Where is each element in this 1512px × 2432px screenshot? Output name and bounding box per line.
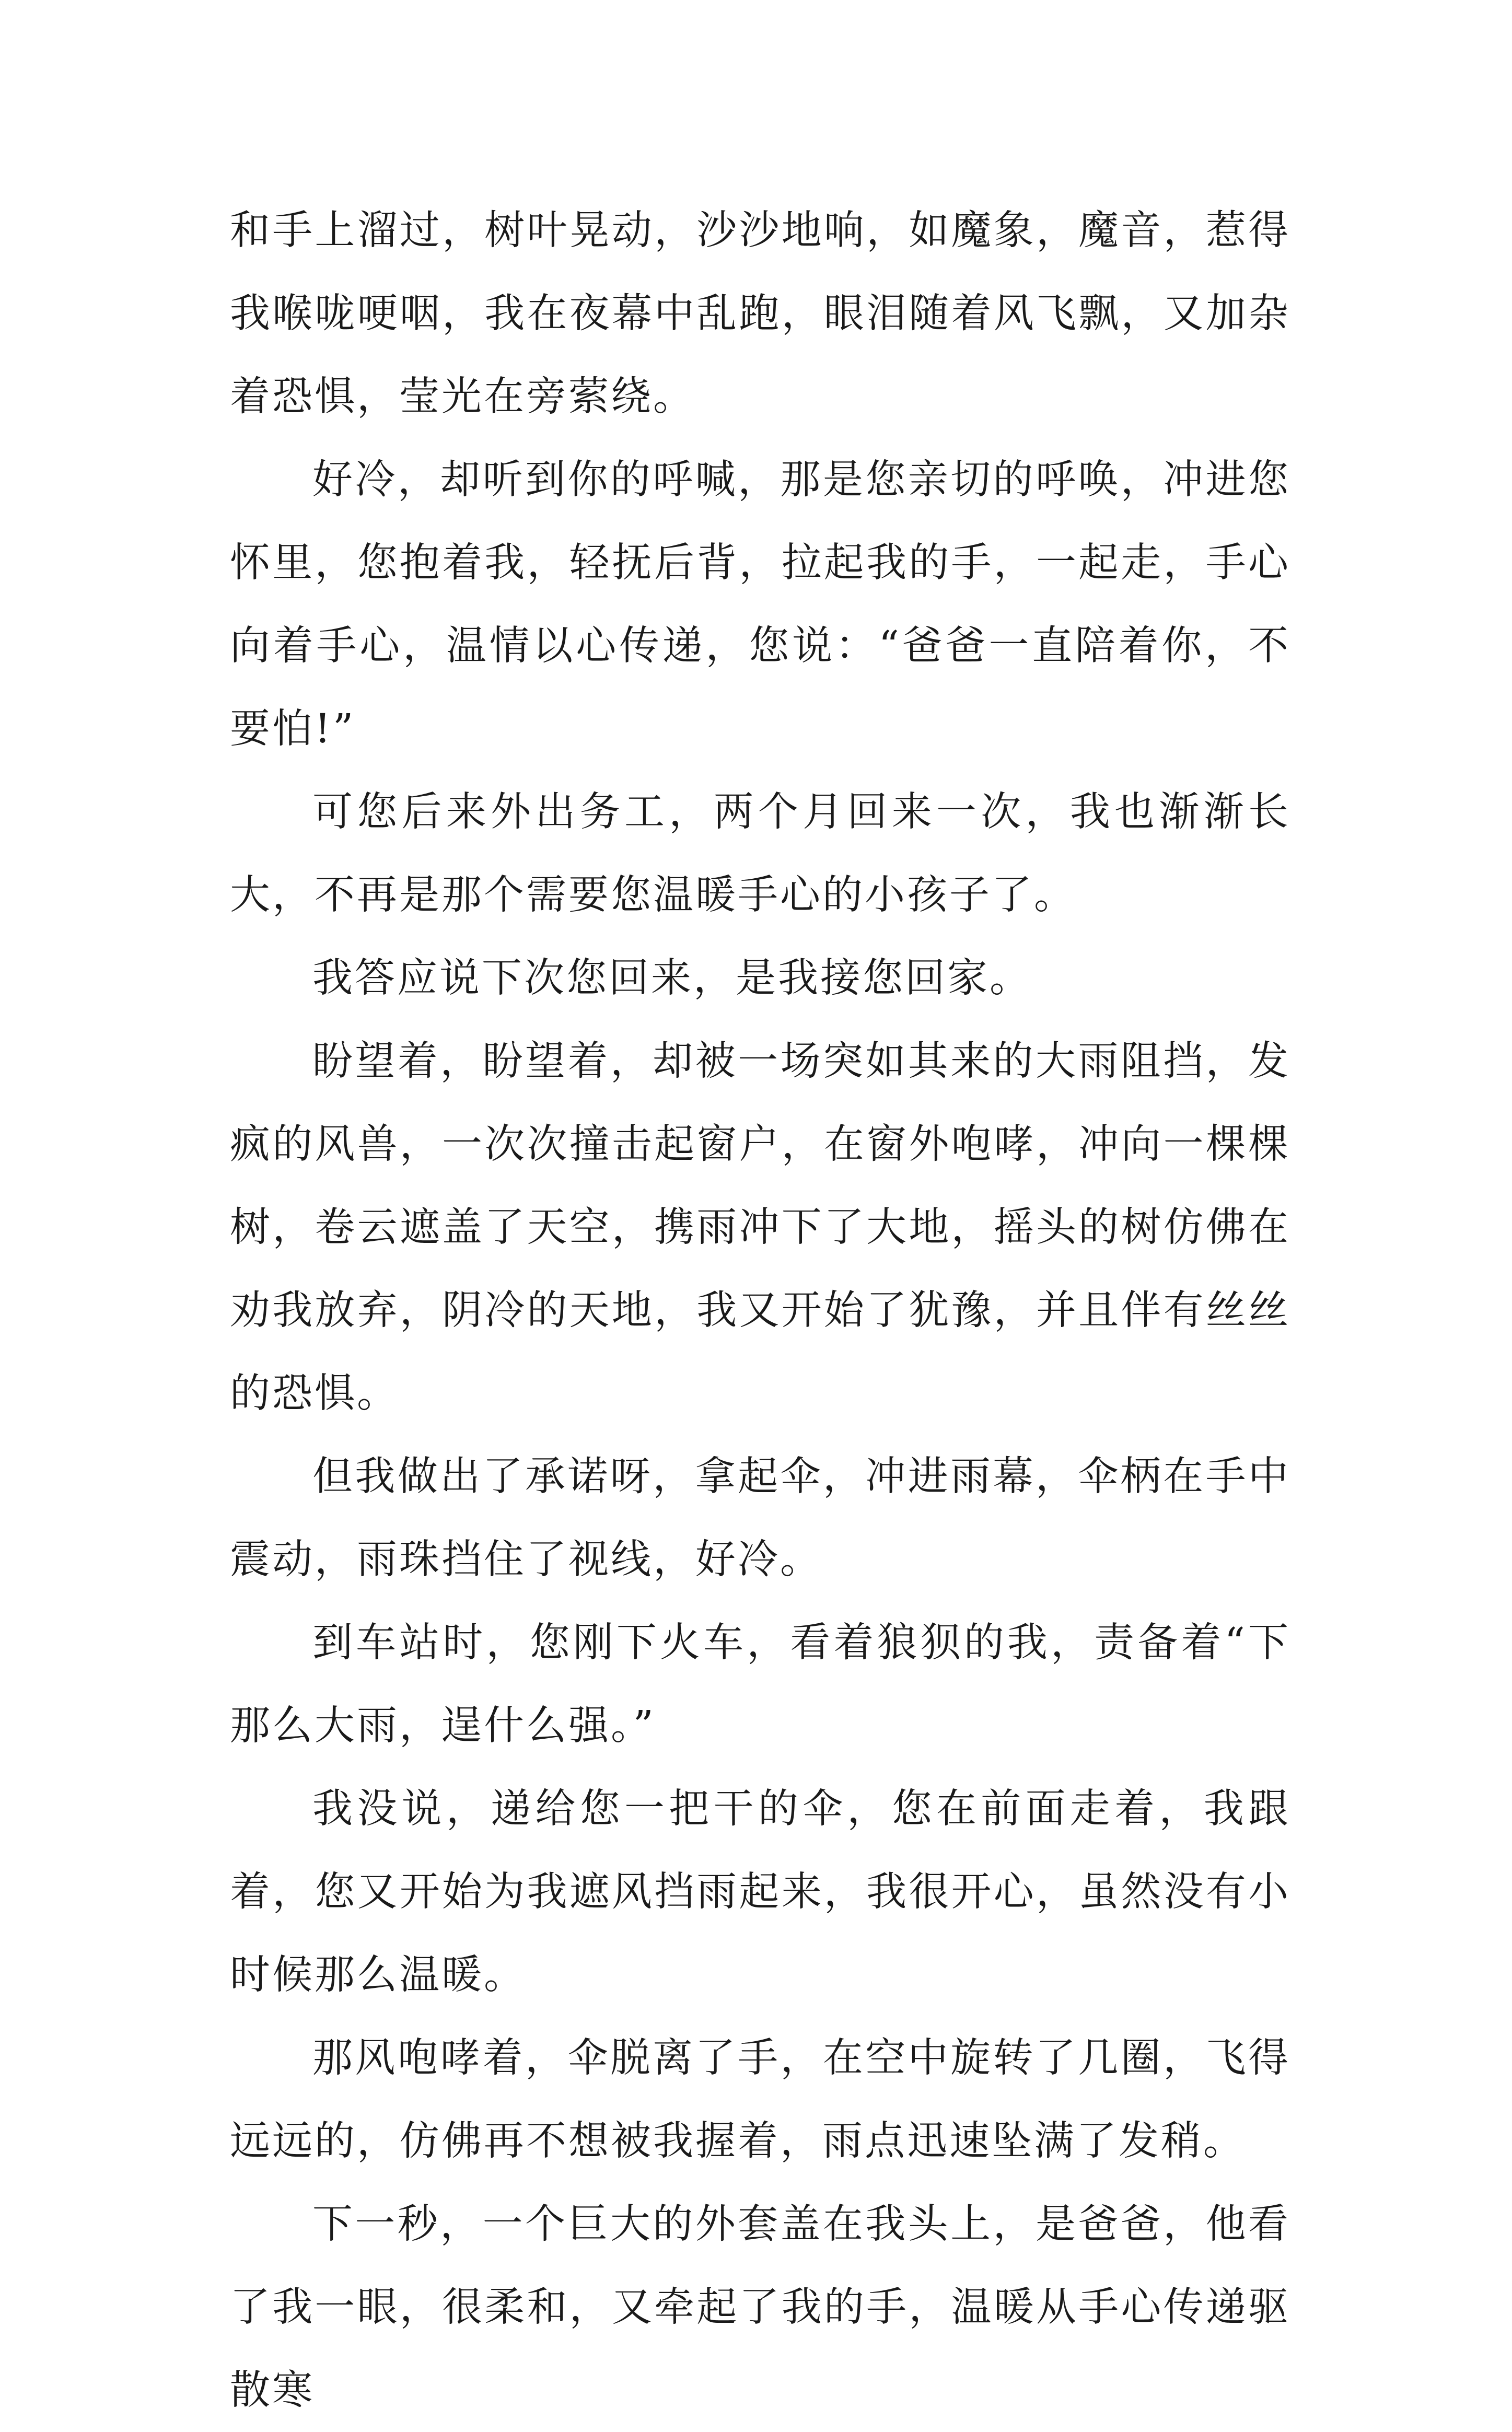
paragraph-7: 到车站时，您刚下火车，看着狼狈的我，责备着“下那么大雨，逞什么强。” — [230, 1620, 1290, 1749]
paragraph-5: 盼望着，盼望着，却被一场突如其来的大雨阻挡，发疯的风兽，一次次撞击起窗户，在窗外咆哮，冲向一棵棵树，卷云遮盖了天空，携雨冲下了大地，摇头的树仿佛在劝我放弃，阴冷的天地，我又开始了犹豫，并且伴有丝丝的恐惧。 — [230, 1038, 1290, 1417]
paragraph-4: 我答应说下次您回来，是我接您回家。 — [312, 955, 1032, 1002]
paragraph-8: 我没说，递给您一把干的伞，您在前面走着，我跟着，您又开始为我遮风挡雨起来，我很开心，虽然没有小时候那么温暖。 — [230, 1786, 1290, 1998]
paragraph-2: 好冷，却听到你的呼喊，那是您亲切的呼唤，冲进您怀里，您抱着我，轻抚后背，拉起我的手，一起走，手心向着手心，温情以心传递，您说：“爸爸一直陪着你，不要怕!” — [230, 457, 1290, 752]
paragraph-3: 可您后来外出务工，两个月回来一次，我也渐渐长大，不再是那个需要您温暖手心的小孩子了。 — [230, 789, 1290, 918]
paragraph-6: 但我做出了承诺呀，拿起伞，冲进雨幕，伞柄在手中震动，雨珠挡住了视线，好冷。 — [230, 1453, 1290, 1583]
document-body — [230, 189, 1290, 2432]
paragraph-9: 那风咆哮着，伞脱离了手，在空中旋转了几圈，飞得远远的，仿佛再不想被我握着，雨点迅速坠满了发稍。 — [230, 2035, 1290, 2165]
paragraph-1: 和手上溜过，树叶晃动，沙沙地响，如魔象，魔音，惹得我喉咙哽咽，我在夜幕中乱跑，眼泪随着风飞飘，又加杂着恐惧，莹光在旁萦绕。 — [230, 207, 1290, 420]
paragraph-10: 下一秒，一个巨大的外套盖在我头上，是爸爸，他看了我一眼，很柔和，又牵起了我的手，温暖从手心传递驱散寒 — [230, 2201, 1290, 2414]
